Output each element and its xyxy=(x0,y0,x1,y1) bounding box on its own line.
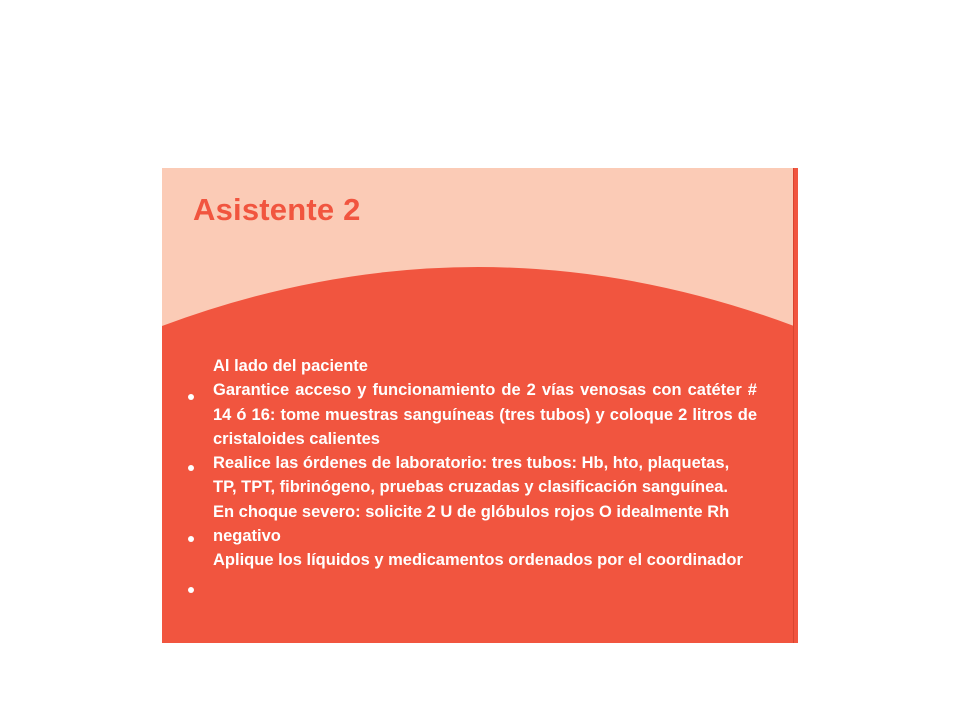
list-item-1: Garantice acceso y funcionamiento de 2 vías venosas con catéter # 14 ó 16: tome muestras sanguíneas (tres tubos) y coloque 2 litros de cristaloides calientes xyxy=(213,381,757,448)
body-heading: Al lado del paciente xyxy=(213,357,368,375)
card-edge-strip xyxy=(793,168,798,643)
card-title: Asistente 2 xyxy=(193,192,361,227)
list-item-4: Aplique los líquidos y medicamentos ordenados por el coordinador xyxy=(213,551,743,570)
list-item-3: En choque severo: solicite 2 U de glóbulos rojos O idealmente Rh negativo xyxy=(213,502,730,546)
card-body xyxy=(213,354,757,573)
bullet-3 xyxy=(188,536,194,542)
bullet-2 xyxy=(188,465,194,471)
list-item-2: Realice las órdenes de laboratorio: tres tubos: Hb, hto, plaquetas, TP, TPT, fibrinógeno, pruebas cruzadas y clasificación sanguínea. xyxy=(213,454,730,497)
info-card xyxy=(162,168,798,643)
bullet-1 xyxy=(188,394,194,400)
bullet-4 xyxy=(188,587,194,593)
